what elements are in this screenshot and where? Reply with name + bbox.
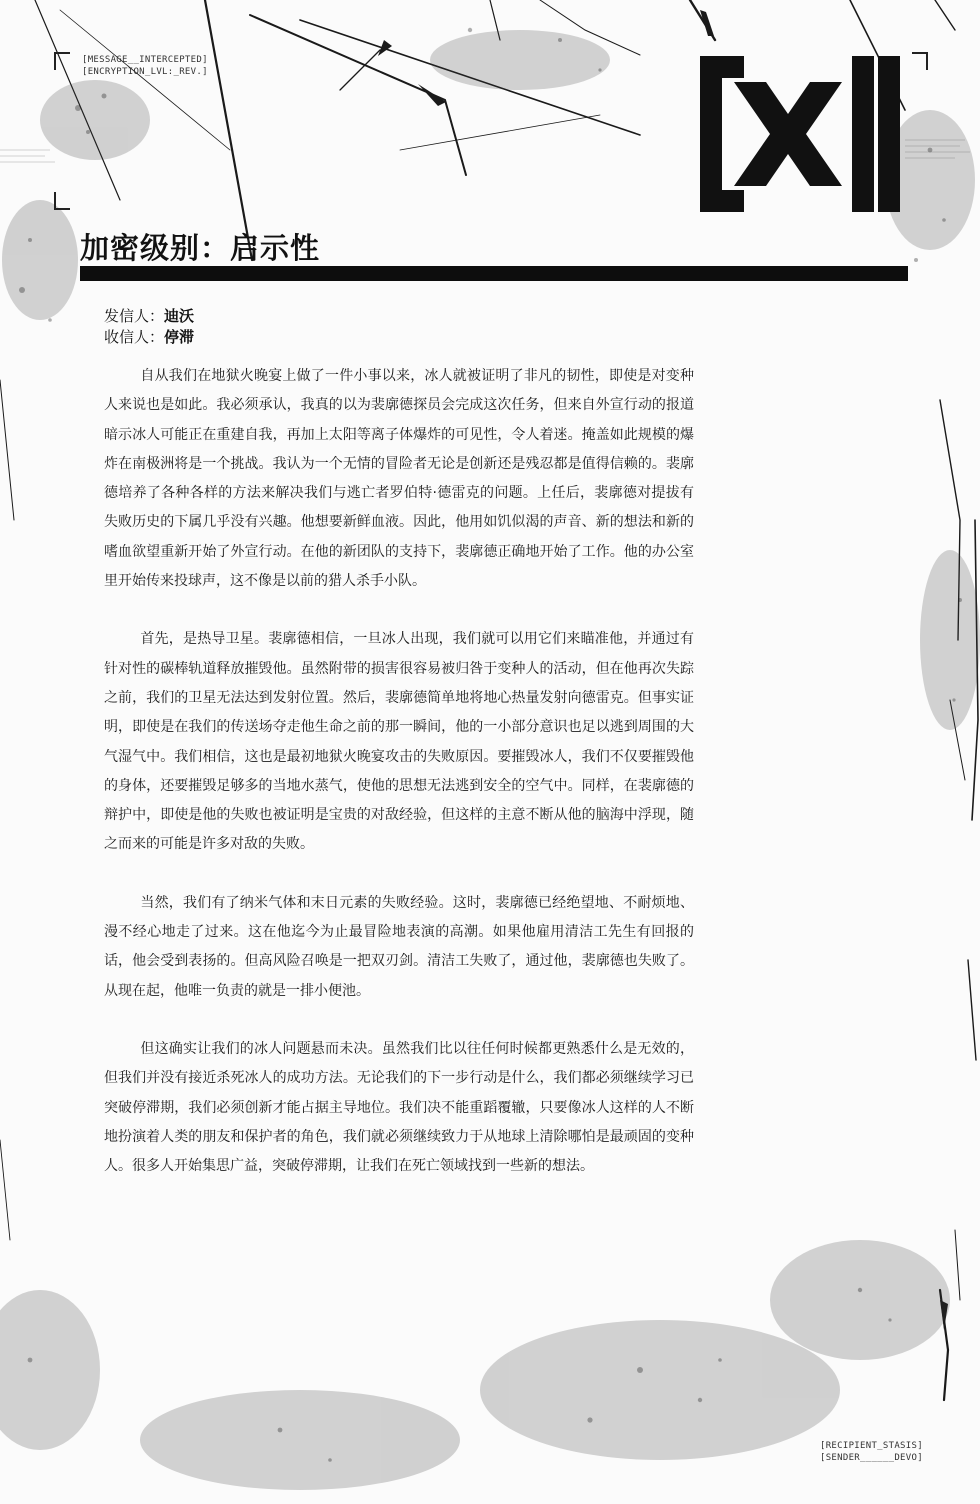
sender-line — [104, 306, 194, 327]
corner-bracket-bottom-left — [54, 192, 70, 210]
page-title: 加密级别：启示性 — [80, 231, 321, 265]
message-body — [104, 362, 694, 1181]
sender-label: 发信人： — [104, 307, 165, 325]
intercept-footer — [820, 1440, 923, 1464]
recipient-value: 停滞 — [164, 328, 195, 346]
message-meta — [104, 306, 194, 348]
x-men-logo-icon — [700, 56, 900, 212]
sender-value: 迪沃 — [164, 307, 195, 325]
corner-bracket-top-left — [54, 52, 70, 70]
paragraph-4: 但这确实让我们的冰人问题悬而未决。虽然我们比以往任何时候都更熟悉什么是无效的，但我们并没有接近杀死冰人的成功方法。无论我们的下一步行动是什么，我们都必须继续学习已突破停滞期，我们必须创新才能占据主导地位。我们决不能重蹈覆辙，只要像冰人这样的人不断地扮演着人类的朋友和保护者的角色，我们就必须继续致力于从地球上清除哪怕是最顽固的变种人。很多人开始集思广益，突破停滞期，让我们在死亡领域找到一些新的想法。 — [104, 1040, 694, 1175]
intercept-footer-line2: [SENDER______DEVO] — [820, 1453, 923, 1463]
paragraph-2: 首先，是热导卫星。裴廓德相信，一旦冰人出现，我们就可以用它们来瞄准他，并通过有针对性的碳棒轨道释放摧毁他。虽然附带的损害很容易被归咎于变种人的活动，但在他再次失踪之前，我们的卫星无法达到发射位置。然后，裴廓德简单地将地心热量发射向德雷克。但事实证明，即使是在我们的传送场夺走他生命之前的那一瞬间，他的一小部分意识也足以逃到周围的大气湿气中。我们相信，这也是最初地狱火晚宴攻击的失败原因。要摧毁冰人，我们不仅要摧毁他的身体，还要摧毁足够多的当地水蒸气，使他的思想无法逃到安全的空气中。同样，在裴廓德的辩护中，即使是他的失败也被证明是宝贵的对敌经验，但这样的主意不断从他的脑海中浮现，随之而来的可能是许多对敌的失败。 — [104, 631, 694, 853]
corner-bracket-top-right — [912, 52, 928, 70]
intercept-header — [82, 54, 208, 78]
intercept-footer-line1: [RECIPIENT_STASIS] — [820, 1441, 923, 1451]
intercept-header-line2: [ENCRYPTION_LVL:_REV.] — [82, 67, 208, 77]
paragraph-3: 当然，我们有了纳米气体和末日元素的失败经验。这时，裴廓德已经绝望地、不耐烦地、漫不经心地走了过来。这在他迄今为止最冒险地表演的高潮。如果他雇用清洁工先生有回报的话，他会受到表扬的。但高风险召唤是一把双刃剑。清洁工失败了，通过他，裴廓德也失败了。从现在起，他唯一负责的就是一排小便池。 — [104, 894, 694, 999]
title-underline-bar — [80, 266, 908, 281]
paragraph-1: 自从我们在地狱火晚宴上做了一件小事以来，冰人就被证明了非凡的韧性，即使是对变种人来说也是如此。我必须承认，我真的以为裴廓德探员会完成这次任务，但来自外宣行动的报道暗示冰人可能正在重建自我，再加上太阳等离子体爆炸的可见性，令人着迷。掩盖如此规模的爆炸在南极洲将是一个挑战。我认为一个无情的冒险者无论是创新还是残忍都是值得信赖的。裴廓德培养了各种各样的方法来解决我们与逃亡者罗伯特·德雷克的问题。上任后，裴廓德对提拔有失败历史的下属几乎没有兴趣。他想要新鲜血液。因此，他用如饥似渴的声音、新的想法和新的嗜血欲望重新开始了外宣行动。在他的新团队的支持下，裴廓德正确地开始了工作。他的办公室里开始传来投球声，这不像是以前的猎人杀手小队。 — [104, 368, 694, 590]
intercept-header-line1: [MESSAGE__INTERCEPTED] — [82, 55, 208, 65]
recipient-line — [104, 327, 194, 348]
recipient-label: 收信人： — [104, 328, 165, 346]
